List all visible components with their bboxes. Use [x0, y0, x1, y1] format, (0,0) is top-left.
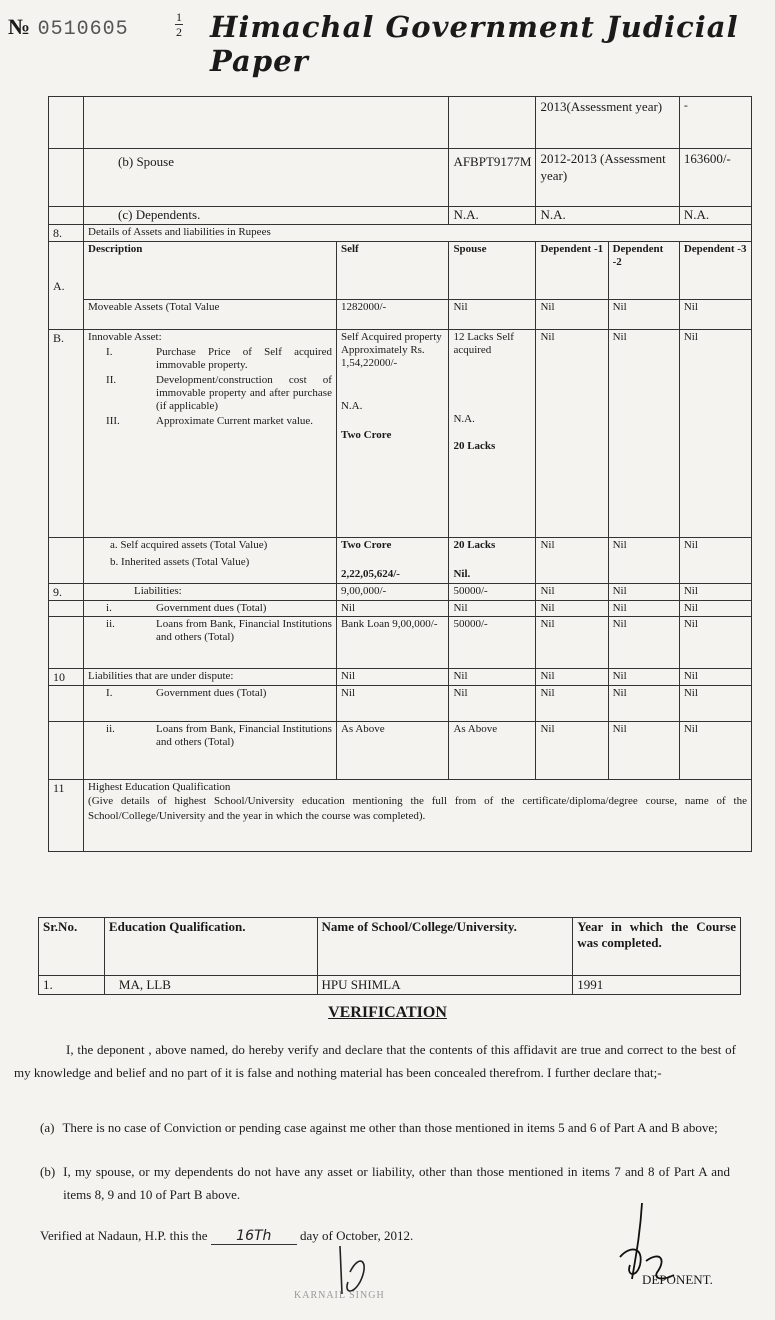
- amount-cell: N.A.: [679, 207, 751, 225]
- value-cell: Nil: [536, 584, 608, 601]
- item-number: ii.: [106, 618, 115, 630]
- value-cell: Nil: [336, 669, 448, 686]
- item-text: Development/construction cost of immovable property and after purchase (if applicable): [156, 374, 332, 412]
- spouse-value-2: N.A.: [453, 413, 475, 425]
- self-value-3: Two Crore: [340, 429, 392, 441]
- desc-cell: [84, 686, 337, 722]
- verified-suffix: day of October, 2012.: [300, 1228, 414, 1243]
- value-cell: Nil: [679, 601, 751, 617]
- item-number: I.: [106, 687, 113, 699]
- value-cell: Nil: [679, 300, 751, 330]
- desc-cell: [84, 722, 337, 780]
- sr-cell: A.: [49, 242, 84, 330]
- value-cell: As Above: [449, 722, 536, 780]
- value-cell: Nil: [608, 686, 679, 722]
- section-8-title-row: [49, 225, 752, 242]
- section-10-title-row: [49, 669, 752, 686]
- self-acquired-value: Two Crore: [340, 539, 392, 551]
- item-row: [88, 618, 332, 644]
- value-cell: Nil: [608, 601, 679, 617]
- section-8-header-row: [49, 242, 752, 300]
- value-cell: Nil: [608, 330, 679, 538]
- sr-cell: B.: [49, 330, 84, 538]
- header-dependent-1: Dependent -1: [536, 242, 608, 300]
- spouse-inherited-value: Nil.: [453, 568, 471, 580]
- point-text: There is no case of Conviction or pending case against me other than those mentioned in items 5 and 6 of Part A and B above;: [62, 1120, 718, 1135]
- table-row: [49, 686, 752, 722]
- item-text: Loans from Bank, Financial Institutions and others (Total): [156, 618, 332, 643]
- pan-cell: [449, 97, 536, 149]
- sr-cell: [49, 601, 84, 617]
- desc-cell: Moveable Assets (Total Value: [84, 300, 337, 330]
- sr-cell: [49, 538, 84, 584]
- value-cell: Nil: [536, 669, 608, 686]
- verification-title: VERIFICATION: [328, 1004, 447, 1021]
- sr-cell: [49, 686, 84, 722]
- header-srno: Sr.No.: [39, 918, 105, 976]
- pan-cell: AFBPT9177M: [449, 149, 536, 207]
- item-text: Purchase Price of Self acquired immovable property.: [156, 346, 332, 371]
- sr-cell: [49, 97, 84, 149]
- inherited-value: 2,22,05,624/-: [340, 568, 400, 580]
- verification-point-a: [40, 1116, 730, 1139]
- pan-cell: N.A.: [449, 207, 536, 225]
- table-row: [49, 601, 752, 617]
- value-cell: Nil: [679, 330, 751, 538]
- table-row: [49, 617, 752, 669]
- header-dependent-2: Dependent -2: [608, 242, 679, 300]
- value-cell: Nil: [536, 538, 608, 584]
- value-cell: Bank Loan 9,00,000/-: [336, 617, 448, 669]
- item-text: Government dues (Total): [156, 602, 267, 614]
- value-cell: Nil: [536, 330, 608, 538]
- name-stamp: KARNAIL SINGH: [294, 1290, 385, 1301]
- item-text: Loans from Bank, Financial Institutions and others (Total): [156, 723, 332, 748]
- item-number: ii.: [106, 723, 115, 735]
- self-value-2: N.A.: [340, 400, 363, 412]
- education-table: [38, 917, 741, 995]
- item-row: [88, 687, 332, 700]
- value-cell: Nil: [336, 686, 448, 722]
- spouse-value-1: 12 Lacks Self acquired: [453, 331, 514, 356]
- point-label: (b): [40, 1164, 56, 1179]
- value-cell: Nil: [536, 722, 608, 780]
- item-row: [88, 374, 332, 413]
- value-cell: Nil: [336, 601, 448, 617]
- label-cell: [84, 97, 449, 149]
- section-title: Details of Assets and liabilities in Rupees: [84, 225, 752, 242]
- table-row: [49, 207, 752, 225]
- section-9-title-row: [49, 584, 752, 601]
- value-cell: As Above: [336, 722, 448, 780]
- row-a-moveable: [49, 300, 752, 330]
- serial-number: [8, 14, 129, 41]
- section-title: Highest Education Qualification: [88, 781, 231, 793]
- value-cell: Nil: [536, 300, 608, 330]
- section-title: Liabilities:: [84, 584, 337, 601]
- immovable-desc: [84, 330, 337, 538]
- point-label: (a): [40, 1120, 55, 1135]
- verification-intro: I, the deponent , above named, do hereby verify and declare that the contents of this affidavit are true and correct to the best of my knowledge and belief and no part of it is false and nothing material has been concealed therefrom. I further declare that;-: [14, 1042, 736, 1080]
- year-cell: 2013(Assessment year): [536, 97, 679, 149]
- point-text: I, my spouse, or my dependents do not have any asset or liability, other than those mentioned in items 7 and 8 of Part A and items 8, 9 and 10 of Part B above.: [63, 1164, 730, 1202]
- value-cell: 1282000/-: [336, 300, 448, 330]
- sr-cell: 1.: [39, 976, 105, 995]
- year-cell: 1991: [573, 976, 741, 995]
- value-cell: 9,00,000/-: [336, 584, 448, 601]
- fraction-mark: [175, 10, 183, 39]
- verified-prefix: Verified at Nadaun, H.P. this the: [40, 1228, 208, 1243]
- value-cell: Nil: [449, 601, 536, 617]
- row-b-immovable: [49, 330, 752, 538]
- immovable-title: Innovable Asset:: [88, 331, 162, 343]
- self-value-1: Self Acquired property Approximately Rs. 1,54,22000/-: [340, 331, 442, 369]
- value-cell: Nil: [608, 722, 679, 780]
- value-cell: Nil: [679, 584, 751, 601]
- self-values: [336, 330, 448, 538]
- item-row: [88, 602, 332, 615]
- section-text: (Give details of highest School/University education mentioning the full from of the certificate/diploma/degree course, name of the School/College/University and the year in which the course was completed).: [88, 795, 747, 822]
- item-number: i.: [106, 602, 112, 614]
- sr-cell: 8.: [49, 225, 84, 242]
- fraction-top: 1: [176, 10, 182, 24]
- value-cell: Nil: [679, 617, 751, 669]
- paper-title: Himachal Government Judicial Paper: [210, 10, 739, 78]
- amount-cell: -: [679, 97, 751, 149]
- self-totals: [336, 538, 448, 584]
- fraction-bottom: 2: [176, 25, 182, 39]
- sr-cell: [49, 149, 84, 207]
- sr-cell: 10: [49, 669, 84, 686]
- spouse-values: [449, 330, 536, 538]
- assets-table: [48, 96, 752, 852]
- header-self: Self: [336, 242, 448, 300]
- inherited-label: b. Inherited assets (Total Value): [110, 556, 250, 568]
- header-description: Description: [84, 242, 337, 300]
- value-cell: Nil: [608, 669, 679, 686]
- item-number: III.: [106, 415, 120, 427]
- value-cell: Nil: [449, 300, 536, 330]
- header-year: Year in which the Course was completed.: [573, 918, 741, 976]
- sr-cell: [49, 207, 84, 225]
- item-row: [88, 415, 332, 428]
- spouse-acquired-value: 20 Lacks: [453, 539, 496, 551]
- value-cell: Nil: [608, 584, 679, 601]
- header-spouse: Spouse: [449, 242, 536, 300]
- value-cell: Nil: [679, 686, 751, 722]
- value-cell: Nil: [679, 538, 751, 584]
- item-text: Government dues (Total): [156, 687, 267, 699]
- spouse-label: (b) Spouse: [84, 149, 449, 207]
- education-note: [84, 780, 752, 852]
- amount-cell: 163600/-: [679, 149, 751, 207]
- dependents-label: (c) Dependents.: [84, 207, 449, 225]
- serial-digits: 0510605: [37, 18, 129, 41]
- education-row: [39, 976, 741, 995]
- serial-prefix: №: [8, 14, 32, 39]
- item-number: II.: [106, 374, 117, 386]
- value-cell: Nil: [536, 617, 608, 669]
- item-row: [88, 723, 332, 749]
- item-row: [88, 346, 332, 372]
- qualification-cell: MA, LLB: [104, 976, 317, 995]
- table-row: [49, 149, 752, 207]
- value-cell: Nil: [608, 300, 679, 330]
- spouse-value-3: 20 Lacks: [453, 440, 496, 452]
- sr-cell: 11: [49, 780, 84, 852]
- verified-day: 16Th: [211, 1228, 297, 1245]
- value-cell: Nil: [536, 601, 608, 617]
- value-cell: Nil: [449, 669, 536, 686]
- institution-cell: HPU SHIMLA: [317, 976, 573, 995]
- year-cell: 2012-2013 (Assessment year): [536, 149, 679, 207]
- item-text: Approximate Current market value.: [156, 415, 314, 427]
- section-11-row: [49, 780, 752, 852]
- table-row: [49, 722, 752, 780]
- value-cell: Nil: [679, 669, 751, 686]
- header-institution: Name of School/College/University.: [317, 918, 573, 976]
- section-title: Liabilities that are under dispute:: [84, 669, 337, 686]
- value-cell: 50000/-: [449, 584, 536, 601]
- year-cell: N.A.: [536, 207, 679, 225]
- header-dependent-3: Dependent -3: [679, 242, 751, 300]
- item-number: I.: [106, 346, 113, 358]
- value-cell: Nil: [536, 686, 608, 722]
- sr-cell: [49, 617, 84, 669]
- education-header-row: [39, 918, 741, 976]
- table-row: [49, 97, 752, 149]
- desc-cell: [84, 601, 337, 617]
- value-cell: Nil: [449, 686, 536, 722]
- sr-cell: [49, 722, 84, 780]
- header-qualification: Education Qualification.: [104, 918, 317, 976]
- totals-desc: [84, 538, 337, 584]
- value-cell: Nil: [608, 538, 679, 584]
- sr-cell: 9.: [49, 584, 84, 601]
- spouse-totals: [449, 538, 536, 584]
- desc-cell: [84, 617, 337, 669]
- value-cell: Nil: [608, 617, 679, 669]
- self-acquired-label: a. Self acquired assets (Total Value): [110, 539, 268, 551]
- deponent-label: DEPONENT.: [642, 1272, 713, 1287]
- value-cell: Nil: [679, 722, 751, 780]
- value-cell: 50000/-: [449, 617, 536, 669]
- row-asset-totals: [49, 538, 752, 584]
